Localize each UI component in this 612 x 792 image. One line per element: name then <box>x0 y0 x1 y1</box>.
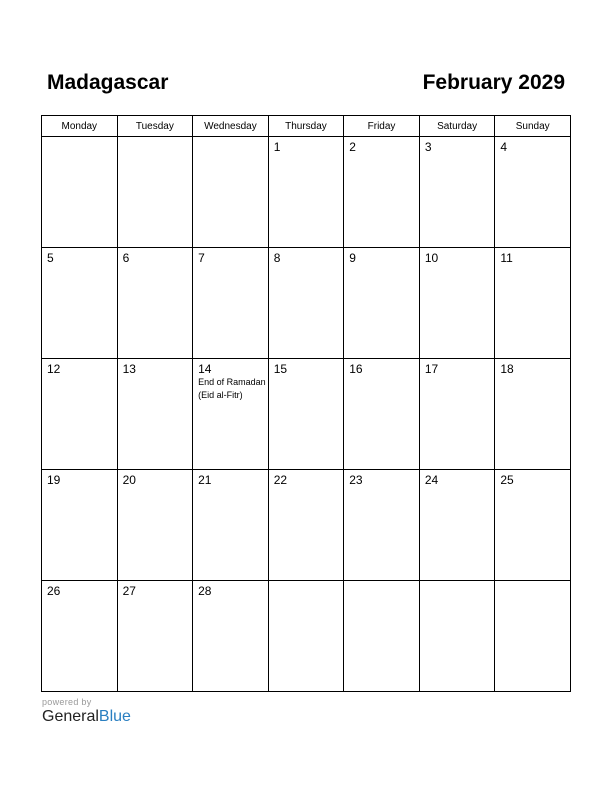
day-cell <box>268 137 344 248</box>
day-cell <box>193 137 269 248</box>
day-cell <box>117 137 193 248</box>
day-cell <box>117 470 193 581</box>
day-number <box>344 581 419 585</box>
weekday-monday: Monday <box>42 116 118 137</box>
day-number <box>193 137 268 141</box>
day-cell-empty <box>495 581 571 692</box>
day-cell <box>419 470 495 581</box>
day-number <box>269 581 344 585</box>
week-row-1 <box>42 137 571 248</box>
day-number: 8 <box>273 251 281 265</box>
month-title: February 2029 <box>422 71 565 94</box>
weekday-friday: Friday <box>344 116 420 137</box>
day-number: 4 <box>500 140 508 154</box>
day-number: 23 <box>349 473 363 487</box>
day-cell <box>268 248 344 359</box>
weekday-tuesday: Tuesday <box>117 116 193 137</box>
day-number: 9 <box>349 251 356 265</box>
day-cell <box>495 248 571 359</box>
day-number: 26 <box>47 584 61 598</box>
brand-logo <box>42 708 131 726</box>
day-number: 20 <box>122 473 136 487</box>
weekday-wednesday: Wednesday <box>193 116 269 137</box>
day-cell <box>117 581 193 692</box>
week-row-5 <box>42 581 571 692</box>
day-cell <box>495 470 571 581</box>
day-number: 15 <box>273 362 288 376</box>
day-cell-empty <box>419 581 495 692</box>
day-cell-empty <box>268 581 344 692</box>
day-cell <box>419 359 495 470</box>
day-cell <box>42 137 118 248</box>
day-number <box>495 581 570 585</box>
day-cell <box>42 248 118 359</box>
day-number: 3 <box>424 140 432 154</box>
day-cell <box>495 359 571 470</box>
day-number: 7 <box>198 251 205 265</box>
week-row-2 <box>42 248 571 359</box>
day-cell <box>495 137 571 248</box>
day-cell <box>344 248 420 359</box>
day-number: 12 <box>47 362 61 376</box>
day-number: 6 <box>122 251 130 265</box>
day-number: 1 <box>273 140 281 154</box>
day-cell <box>268 359 344 470</box>
weekday-sunday: Sunday <box>495 116 571 137</box>
day-cell <box>344 359 420 470</box>
day-number: 21 <box>198 473 212 487</box>
day-number: 17 <box>424 362 439 376</box>
weekday-saturday: Saturday <box>419 116 495 137</box>
week-row-3 <box>42 359 571 470</box>
day-cell <box>117 359 193 470</box>
day-number: 2 <box>349 140 356 154</box>
day-number: 14 <box>198 362 212 376</box>
day-cell-holiday <box>193 359 269 470</box>
day-number: 22 <box>273 473 288 487</box>
day-number: 13 <box>122 362 136 376</box>
day-cell <box>42 581 118 692</box>
day-cell <box>42 359 118 470</box>
country-title: Madagascar <box>47 71 169 94</box>
day-number <box>118 137 193 141</box>
day-cell <box>268 470 344 581</box>
footer-branding <box>42 697 131 726</box>
day-cell-empty <box>344 581 420 692</box>
day-number: 28 <box>198 584 212 598</box>
day-number: 25 <box>500 473 514 487</box>
day-cell <box>419 248 495 359</box>
day-cell <box>344 137 420 248</box>
powered-by-text: powered by <box>42 697 92 707</box>
day-number <box>420 581 495 585</box>
day-number: 5 <box>47 251 54 265</box>
day-number <box>42 137 117 141</box>
weekday-header-row <box>42 116 571 137</box>
day-number: 18 <box>500 362 514 376</box>
day-cell <box>117 248 193 359</box>
day-cell <box>193 470 269 581</box>
weekday-thursday: Thursday <box>268 116 344 137</box>
brand-general: General <box>42 708 99 725</box>
day-number: 16 <box>349 362 363 376</box>
day-number: 19 <box>47 473 61 487</box>
day-cell <box>193 248 269 359</box>
day-number: 24 <box>424 473 439 487</box>
day-number: 10 <box>424 251 439 265</box>
day-number: 27 <box>122 584 136 598</box>
day-cell <box>193 581 269 692</box>
day-cell <box>344 470 420 581</box>
day-cell <box>42 470 118 581</box>
calendar-grid <box>41 115 571 692</box>
brand-blue: Blue <box>98 708 131 725</box>
week-row-4 <box>42 470 571 581</box>
holiday-label: End of Ramadan (Eid al-Fitr) <box>198 377 266 400</box>
day-number: 11 <box>500 251 513 265</box>
day-cell <box>419 137 495 248</box>
